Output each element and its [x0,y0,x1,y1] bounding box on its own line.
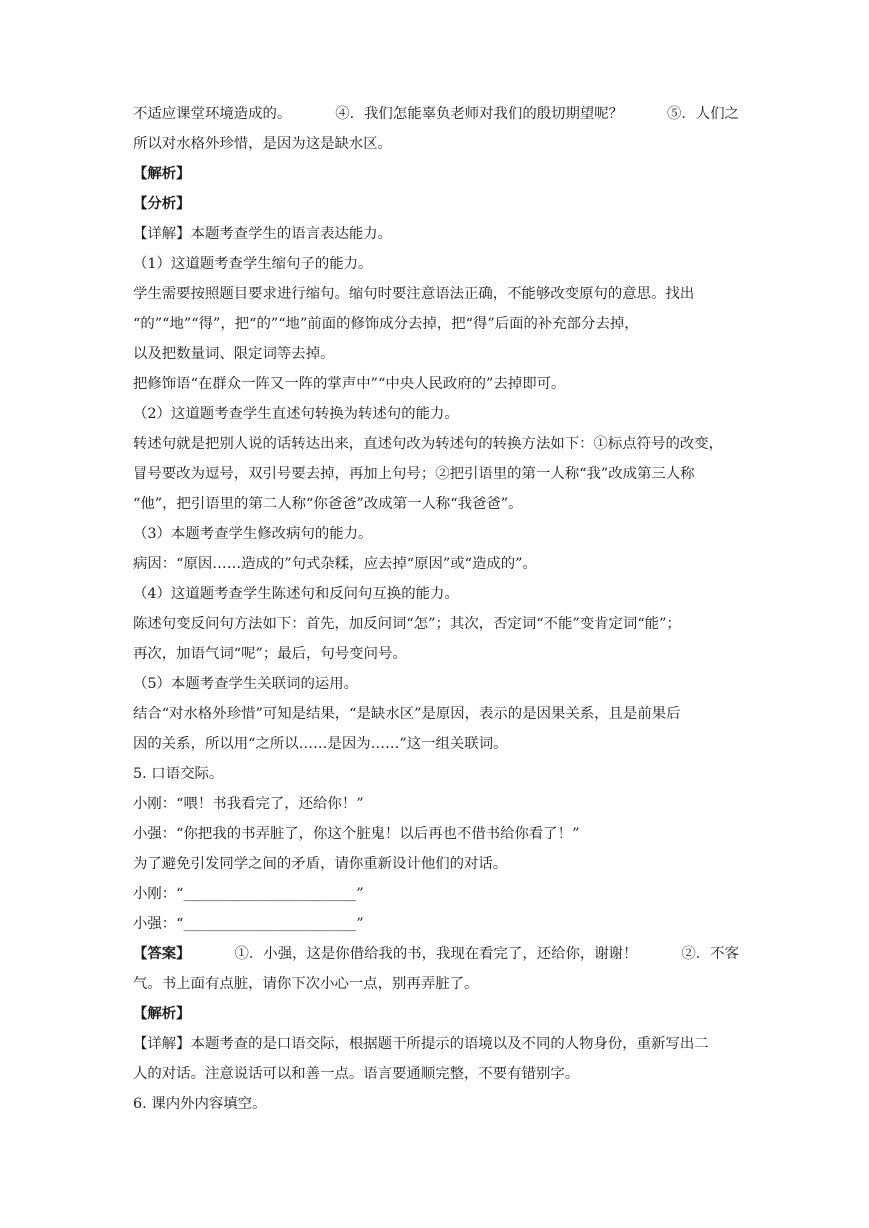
part-2-text-2: 冒号要改为逗号，双引号要去掉，再加上句号；②把引语里的第一人称“我”改成第三人称 [133,466,695,482]
part-5-text-2: 因的关系，所以用“之所以……是因为……”这一组关联词。 [133,736,508,752]
dialogue-xiaogang: 小刚：“喂！书我看完了，还给你！” [133,796,364,812]
detail-q5-line-1: 【详解】本题考查的是口语交际，根据题干所提示的语境以及不同的人物身份，重新写出二 [133,1036,709,1052]
part-2-text-1: 转述句就是把别人说的话转达出来，直述句改为转述句的转换方法如下：①标点符号的改变， [133,436,724,452]
breakdown-heading: 【分析】 [133,195,191,212]
answer-option-2: ②．不客 [681,946,739,962]
part-4-text-2: 再次，加语气词“呢”；最后，句号变问号。 [133,646,407,662]
question-5-instruction: 为了避免引发同学之间的矛盾，请你重新设计他们的对话。 [133,856,508,872]
answer-label: 【答案】 [133,945,191,962]
answer-line-1 [133,944,739,964]
part-5-title: （5）本题考查学生关联词的运用。 [133,676,359,692]
part-1-title: （1）这道题考查学生缩句子的能力。 [133,256,373,272]
answer-option-5: ⑤．人们之 [667,106,739,122]
question-5-title: 5. 口语交际。 [133,766,224,782]
part-3-title: （3）本题考查学生修改病句的能力。 [133,526,373,542]
part-1-text-1: 学生需要按照题目要求进行缩句。缩句时要注意语法正确，不能够改变原句的意思。找出 [133,286,695,302]
part-4-title: （4）这道题考查学生陈述句和反问句互换的能力。 [133,586,459,602]
part-1-text-2: “的”“地”“得”，把“的”“地”前面的修饰成分去掉，把“得”后面的补充部分去掉， [133,316,639,332]
answer-blank-xiaogang: 小刚：“________________________” [133,886,364,902]
part-2-title: （2）这道题考查学生直述句转换为转述句的能力。 [133,406,459,422]
detail-intro: 【详解】本题考查学生的语言表达能力。 [133,226,393,242]
part-1-text-4: 把修饰语“在群众一阵又一阵的掌声中”“中央人民政府的”去掉即可。 [133,376,566,392]
part-1-text-3: 以及把数量词、限定词等去掉。 [133,346,335,362]
part-2-text-3: “他”，把引语里的第二人称“你爸爸”改成第一人称“我爸爸”。 [133,496,523,512]
answer-line-2: 气。书上面有点脏，请你下次小心一点，别再弄脏了。 [133,976,479,992]
analysis-heading-q5: 【解析】 [133,1005,191,1022]
answer-fragment-3: 不适应课堂环境造成的。 [133,106,292,122]
answer-option-1: ①．小强，这是你借给我的书，我现在看完了，还给你，谢谢！ [234,946,638,962]
part-3-text-1: 病因：“原因……造成的”句式杂糅，应去掉“原因”或“造成的”。 [133,556,537,572]
part-5-text-1: 结合“对水格外珍惜”可知是结果，“是缺水区”是原因，表示的是因果关系，且是前果后 [133,706,681,722]
detail-q5-line-2: 人的对话。注意说话可以和善一点。语言要通顺完整，不要有错别字。 [133,1066,580,1082]
analysis-heading: 【解析】 [133,165,191,182]
part-4-text-1: 陈述句变反问句方法如下：首先，加反问词“怎”；其次，否定词“不能”变肯定词“能”； [133,616,681,632]
dialogue-xiaoqiang: 小强：“你把我的书弄脏了，你这个脏鬼！以后再也不借书给你看了！” [133,826,580,842]
question-6-title: 6. 课内外内容填空。 [133,1096,267,1112]
previous-answer-line-1 [133,104,739,124]
previous-answer-line-2: 所以对水格外珍惜，是因为这是缺水区。 [133,136,393,152]
answer-blank-xiaoqiang: 小强：“________________________” [133,916,364,932]
answer-option-4: ④．我们怎能辜负老师对我们的殷切期望呢？ [335,106,624,122]
